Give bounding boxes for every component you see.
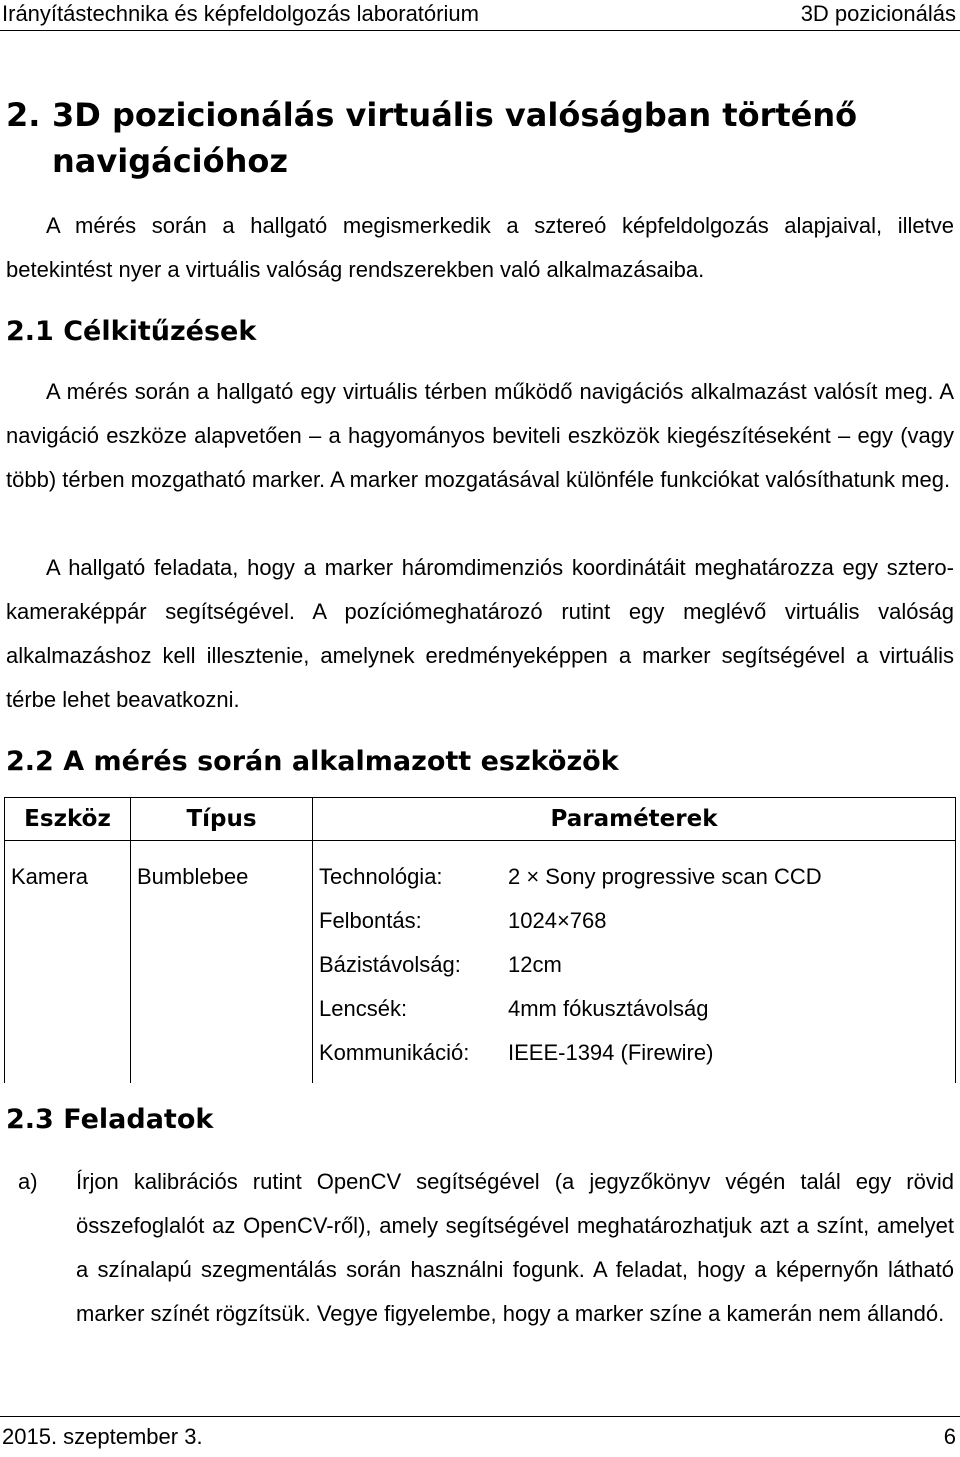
header-course-title: Irányítástechnika és képfeldolgozás laboratórium	[2, 1, 479, 26]
goals-text-1: A mérés során a hallgató egy virtuális térben működő navigációs alkalmazást valósít meg. A navigáció eszköze alapvetően – a hagyományos beviteli eszközök kiegészítéseként – egy (vagy több) térben mozgatható marker. A marker mozgatásával különféle funkciókat valósíthatunk meg.	[6, 379, 954, 492]
section-title-line2: navigációhoz	[52, 142, 289, 180]
footer-date: 2015. szeptember 3.	[2, 1424, 203, 1449]
tools-table	[4, 797, 956, 1083]
task-label: a)	[18, 1169, 38, 1194]
col-header-type: Típus	[131, 798, 313, 841]
header-chapter-title: 3D pozicionálás	[800, 1, 956, 26]
param-row	[319, 1031, 955, 1075]
tools-heading: 2.2 A mérés során alkalmazott eszközök	[6, 746, 619, 777]
list-item	[6, 1160, 954, 1336]
param-value: 4mm fókusztávolság	[508, 996, 709, 1021]
param-row	[319, 899, 955, 943]
cell-tool: Kamera	[5, 841, 131, 1084]
tasks-list	[6, 1160, 954, 1336]
table-row	[5, 841, 956, 1084]
cell-type: Bumblebee	[131, 841, 313, 1084]
param-value: 2 × Sony progressive scan CCD	[508, 864, 822, 889]
param-row	[319, 987, 955, 1031]
goals-text-2: A hallgató feladata, hogy a marker háromdimenziós koordinátáit meghatározza egy sztero-kameraképpár segítségével. A pozíciómeghatározó rutint egy meglévő virtuális valóság alkalmazáshoz kell illesztenie, amelynek eredményeképpen a marker segítségével a virtuális térbe lehet beavatkozni.	[6, 555, 954, 712]
param-key: Bázistávolság:	[319, 952, 461, 977]
section-title	[6, 92, 906, 184]
page-number: 6	[943, 1424, 956, 1449]
page-header	[0, 0, 960, 31]
param-row	[319, 943, 955, 987]
cell-params	[313, 841, 956, 1084]
goals-paragraph-2	[6, 546, 954, 722]
goals-heading: 2.1 Célkitűzések	[6, 316, 257, 347]
param-key: Kommunikáció:	[319, 1040, 470, 1065]
intro-text: A mérés során a hallgató megismerkedik a sztereó képfeldolgozás alapjaival, illetve betekintést nyer a virtuális valóság rendszerekben való alkalmazásaiba.	[6, 213, 954, 282]
param-value: IEEE-1394 (Firewire)	[508, 1040, 714, 1065]
task-text: Írjon kalibrációs rutint OpenCV segítségével (a jegyzőkönyv végén talál egy rövid összefoglalót az OpenCV-ről), amely segítségével meghatározhatjuk azt a színt, amelyet a színalapú szegmentálás során használni fogunk. A feladat, hogy a képernyőn látható marker színét rögzítsük. Vegye figyelembe, hogy a marker színe a kamerán nem állandó.	[76, 1169, 954, 1326]
param-key: Technológia:	[319, 864, 443, 889]
col-header-tool: Eszköz	[5, 798, 131, 841]
page-footer	[0, 1416, 960, 1457]
param-key: Lencsék:	[319, 996, 408, 1021]
tools-table-header	[5, 798, 956, 841]
goals-paragraph-1	[6, 370, 954, 502]
param-row	[319, 855, 955, 899]
param-key: Felbontás:	[319, 908, 422, 933]
intro-paragraph	[6, 204, 954, 292]
section-title-line1: 3D pozicionálás virtuális valóságban történő	[52, 96, 858, 134]
param-value: 12cm	[508, 952, 562, 977]
param-value: 1024×768	[508, 908, 607, 933]
tasks-heading: 2.3 Feladatok	[6, 1104, 214, 1135]
section-number: 2.	[6, 96, 41, 134]
col-header-params: Paraméterek	[313, 798, 956, 841]
